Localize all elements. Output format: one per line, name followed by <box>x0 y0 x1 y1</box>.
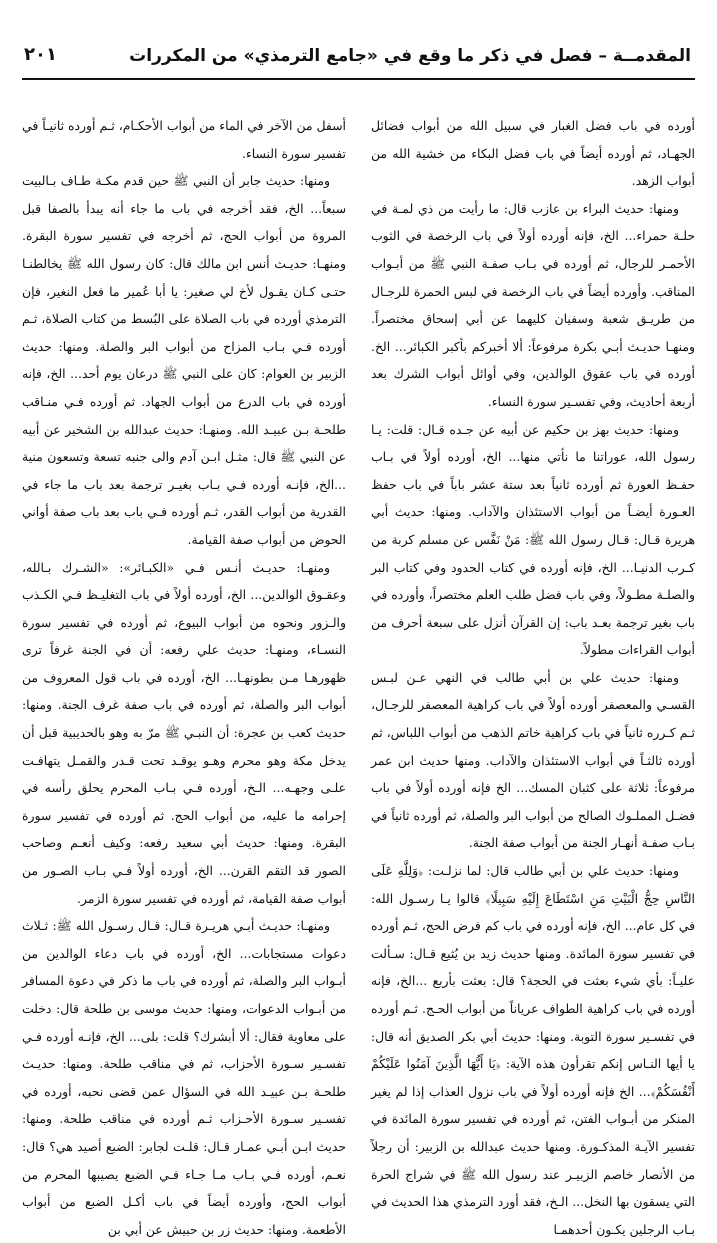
running-header <box>22 38 695 80</box>
paragraph: ومنها: حديث بهز بن حكيم عن أبيه عن جـده قـال: قلت: يـا رسول الله، عوراتنا ما نأتي منها... الخ، أورده أولاً في بـاب حفـظ العورة ثم أورده ثانياً بعد ستة عشر باباً في باب حفظ العـورة أيضـاً من أبواب الاستئذان والآداب. ومنها: حديث أبي هريرة قـال: قـال رسول الله ﷺ: مَنْ نَفَّس عن مسلم كربة من كـرب الدنيـا... الخ، فإنه أورده في كتاب الحدود وفي كتاب البر والصلـة مطـولاً، وفي باب فضل طلب العلم مختصراً، وأورده في باب بغير ترجمة بعـد باب: إن القرآن أنزل على سبعة أحرف من أبواب القراءات مطولاً. <box>371 421 695 658</box>
header-title: المقدمــة – فصل في ذكر ما وقع في «جامع الترمذي» من المكررات <box>129 46 691 66</box>
paragraph: ومنها: حديث جابر أن النبي ﷺ حين قدم مكـة طـاف بـالبيت سبعاً... الخ، فقد أخرجه في باب ما جاء أنه يبدأ بالصفا قبل المروة من أبواب الحج، ثم أخرجه في تفسير سورة البقرة. ومنهـا: حديـث أنس ابن مالك قال: كان رسول الله ﷺ يخالطنـا حتـى كـان يقـول لأخ لي صغير: يا أبا عُمير ما فعل النغير، فإن الترمذي أورده في باب الصلاة على البُسط من كتاب الصلاة، ثـم أورده فـي بـاب المزاح من أبواب البر والصلة. ومنها: حديث الزبير بن العوام: كان على النبي ﷺ درعان يوم أحد... الخ، فإنه أورده في باب الدرع من أبواب الجهاد. ثم أورده فـي منـاقب طلحـة بـن عبيـد الله. ومنهـا: حديث عبدالله بن الشخير عن أبيه عن النبي ﷺ قال: مثـل ابـن آدم والى جنبه تسعة وتسعون منية ...الخ، فإنـه أورده فـي بـاب بغيـر ترجمة بعد باب ما جاء في القدرية من أبواب القدر، ثـم أورده فـي باب بعد باب صفة أواني الحوض من أبواب صفة القيامة. <box>22 173 346 547</box>
paragraph: أورده في باب فضل الغبار في سبيل الله من أبواب فضائل الجهـاد، ثم أورده أيضاً في باب فضل البكاء من خشية الله من أبواب الزهد. <box>371 118 695 189</box>
right-column <box>371 112 695 1237</box>
paragraph: ومنهـا: حديـث أبـي هريـرة قـال: قـال رسـول الله ﷺ: ثـلاث دعوات مستجابات... الخ، أورده في باب دعاء الوالدين من أبـواب البر والصلة، ثم أورده في باب ما ذكر في دعوة المسافر من أبـواب الدعوات، ومنها: حديث موسى بن طلحة قال: دخلت على معاوية فقال: ألا أبشرك؟ قلت: بلى... الخ، فإنـه أورده فـي تفسـير سـورة الأحزاب، ثم في مناقب طلحة. ومنها: حديـث طلحـة بـن عبيـد الله في السؤال عمن قضى نحبه، أورده في تفسـير سـورة الأحـزاب ثـم أورده في مناقب طلحة. ومنها: حديث ابـن أبـي عمـار قـال: قلـت لجابر: الضبع أصيد هي؟ قال: نعـم، أورده فـي بـاب مـا جـاء فـي الضبع يصيبها المحرم من أبواب الحج، وأورده أيضاً في باب أكـل الضبع من أبواب الأطعمة. ومنها: حديث زر بن حبيش عن أبي بن <box>22 918 346 1237</box>
page-number: ٢٠١ <box>24 44 57 65</box>
paragraph: أسفل من الآخر في الماء من أبواب الأحكـام، ثـم أورده ثانيـاً في تفسير سورة النساء. <box>22 118 346 161</box>
paragraph: ومنها: حديث علي بن أبي طالب قال: لما نزلـت: ﴿وَلِلَّهِ عَلَى النَّاسِ حِجُّ الْبَيْتِ مَنِ اسْتَطَاعَ إِلَيْهِ سَبِيلًا﴾ قالوا يـا رسـول الله: في كل عام... الخ، فإنه أورده في باب كم فرض الحج، ثـم أورده في تفسير سورة المائدة. ومنها حديث زيد بن يُثيع قـال: سـألت عليـاً: بأي شيء بعثت في الحجة؟ قال: بعثت بأربع ...الخ، فإنه أورده في باب كراهية الطواف عرياناً من أبواب الحـج. ثـم أورده في تفسـير سورة التوبة. ومنها: حديث أبي بكر الصديق أنه قال: يا أيها النـاس إنكم تقرأون هذه الآية: ﴿يَا أَيُّهَا الَّذِينَ آمَنُوا عَلَيْكُمْ أَنْفُسَكُمْ﴾... الخ فإنه أورده أولاً في باب نزول العذاب إذا لم يغير المنكر من أبـواب الفتن، ثم أورده في تفسير سورة المائدة في تفسير الآيـة المذكـورة. ومنها حديث عبدالله بن الزبير: أن رجلاً من الأنصار خاصم الزبيـر عند رسول الله ﷺ في شراج الحرة التي يسقون بها النخل... الـخ، فقد أورد الترمذي هذا الحديث في بـاب الرجلين يكـون أحدهمـا <box>371 863 695 1237</box>
left-column <box>22 112 346 1237</box>
paragraph: ومنها: حديث البراء بن عازب قال: ما رأيت من ذي لمـة في حلـة حمراء... الخ، فإنه أورده أولاً في باب الرخصة في الثوب الأحمـر للرجال، ثم أورده في بـاب صفـة النبي ﷺ من أبـواب المناقب. وأورده أيضاً في باب الرخصة في لبس الحمرة للرجـال من طريـق شعبة وسفيان كليهما عن أبي إسحاق مختصراً. ومنهـا حديـث أبـي بكرة مرفوعاً: ألا أخبركم بأكبر الكبائر... الخ. أورده في باب عقوق الوالدين، وفي أوائل أبواب الشرك بعد أربعة أحاديث، وفي تفسـير سورة النساء. <box>371 200 695 409</box>
paragraph: ومنها: حديث علي بن أبي طالب في النهي عـن لبـس القسـي والمعصفر أورده أولاً في باب كراهية المعصفر للرجـال، ثـم كـرره ثانياً في باب كراهية خاتم الذهب من أبواب اللباس، ثم أورده ثالثـاً في أبواب الاستئذان والآداب. ومنها حديث ابن عمر مرفوعاً: ثلاثة على كثبان المسك... الخ فإنه أورده أولاً في باب فضـل المملـوك الصالح من أبواب البر والصلة، ثم أورده ثانياً في بـاب صفـة أنهـار الجنة من أبواب صفة الجنة. <box>371 669 695 851</box>
paragraph: ومنهـا: حديـث أنـس فـي «الكبـائر»: «الشـرك بـالله، وعقـوق الوالدين... الخ، أورده أولاً في باب التغليـظ فـي الكـذب والـزور ونحوه من أبواب البيوع، ثم أورده في تفسير سورة النسـاء، ومنهـا: حديث علي رفعه: أن في الجنة غرفاً ترى ظهورهـا مـن بطونهـا... الخ، أورده في باب قول المعروف من أبواب البر والصلة، ثم أورده في باب صفة غرف الجنة. ومنها: حديث كعب بن عجرة: أن النبـي ﷺ مرّ به وهو بالحديبية قبل أن يدخل مكة وهو محرم وهـو يوقـد تحت قـدر والقمـل يتهافـت علـى وجهـه... الـخ، أورده فـي بـاب المحرم يحلق رأسه في إحرامه ما عليه، من أبواب الحج. ثم أورده في تفسير سورة البقرة. ومنها: حديث أبي سعيد رفعه: وكيف أنعـم وصاحب الصور قد التقم القرن... الخ، أورده أولاً فـي بـاب الصـور من أبواب صفة القيامة، ثم أورده في تفسير سورة الزمر. <box>22 559 346 906</box>
